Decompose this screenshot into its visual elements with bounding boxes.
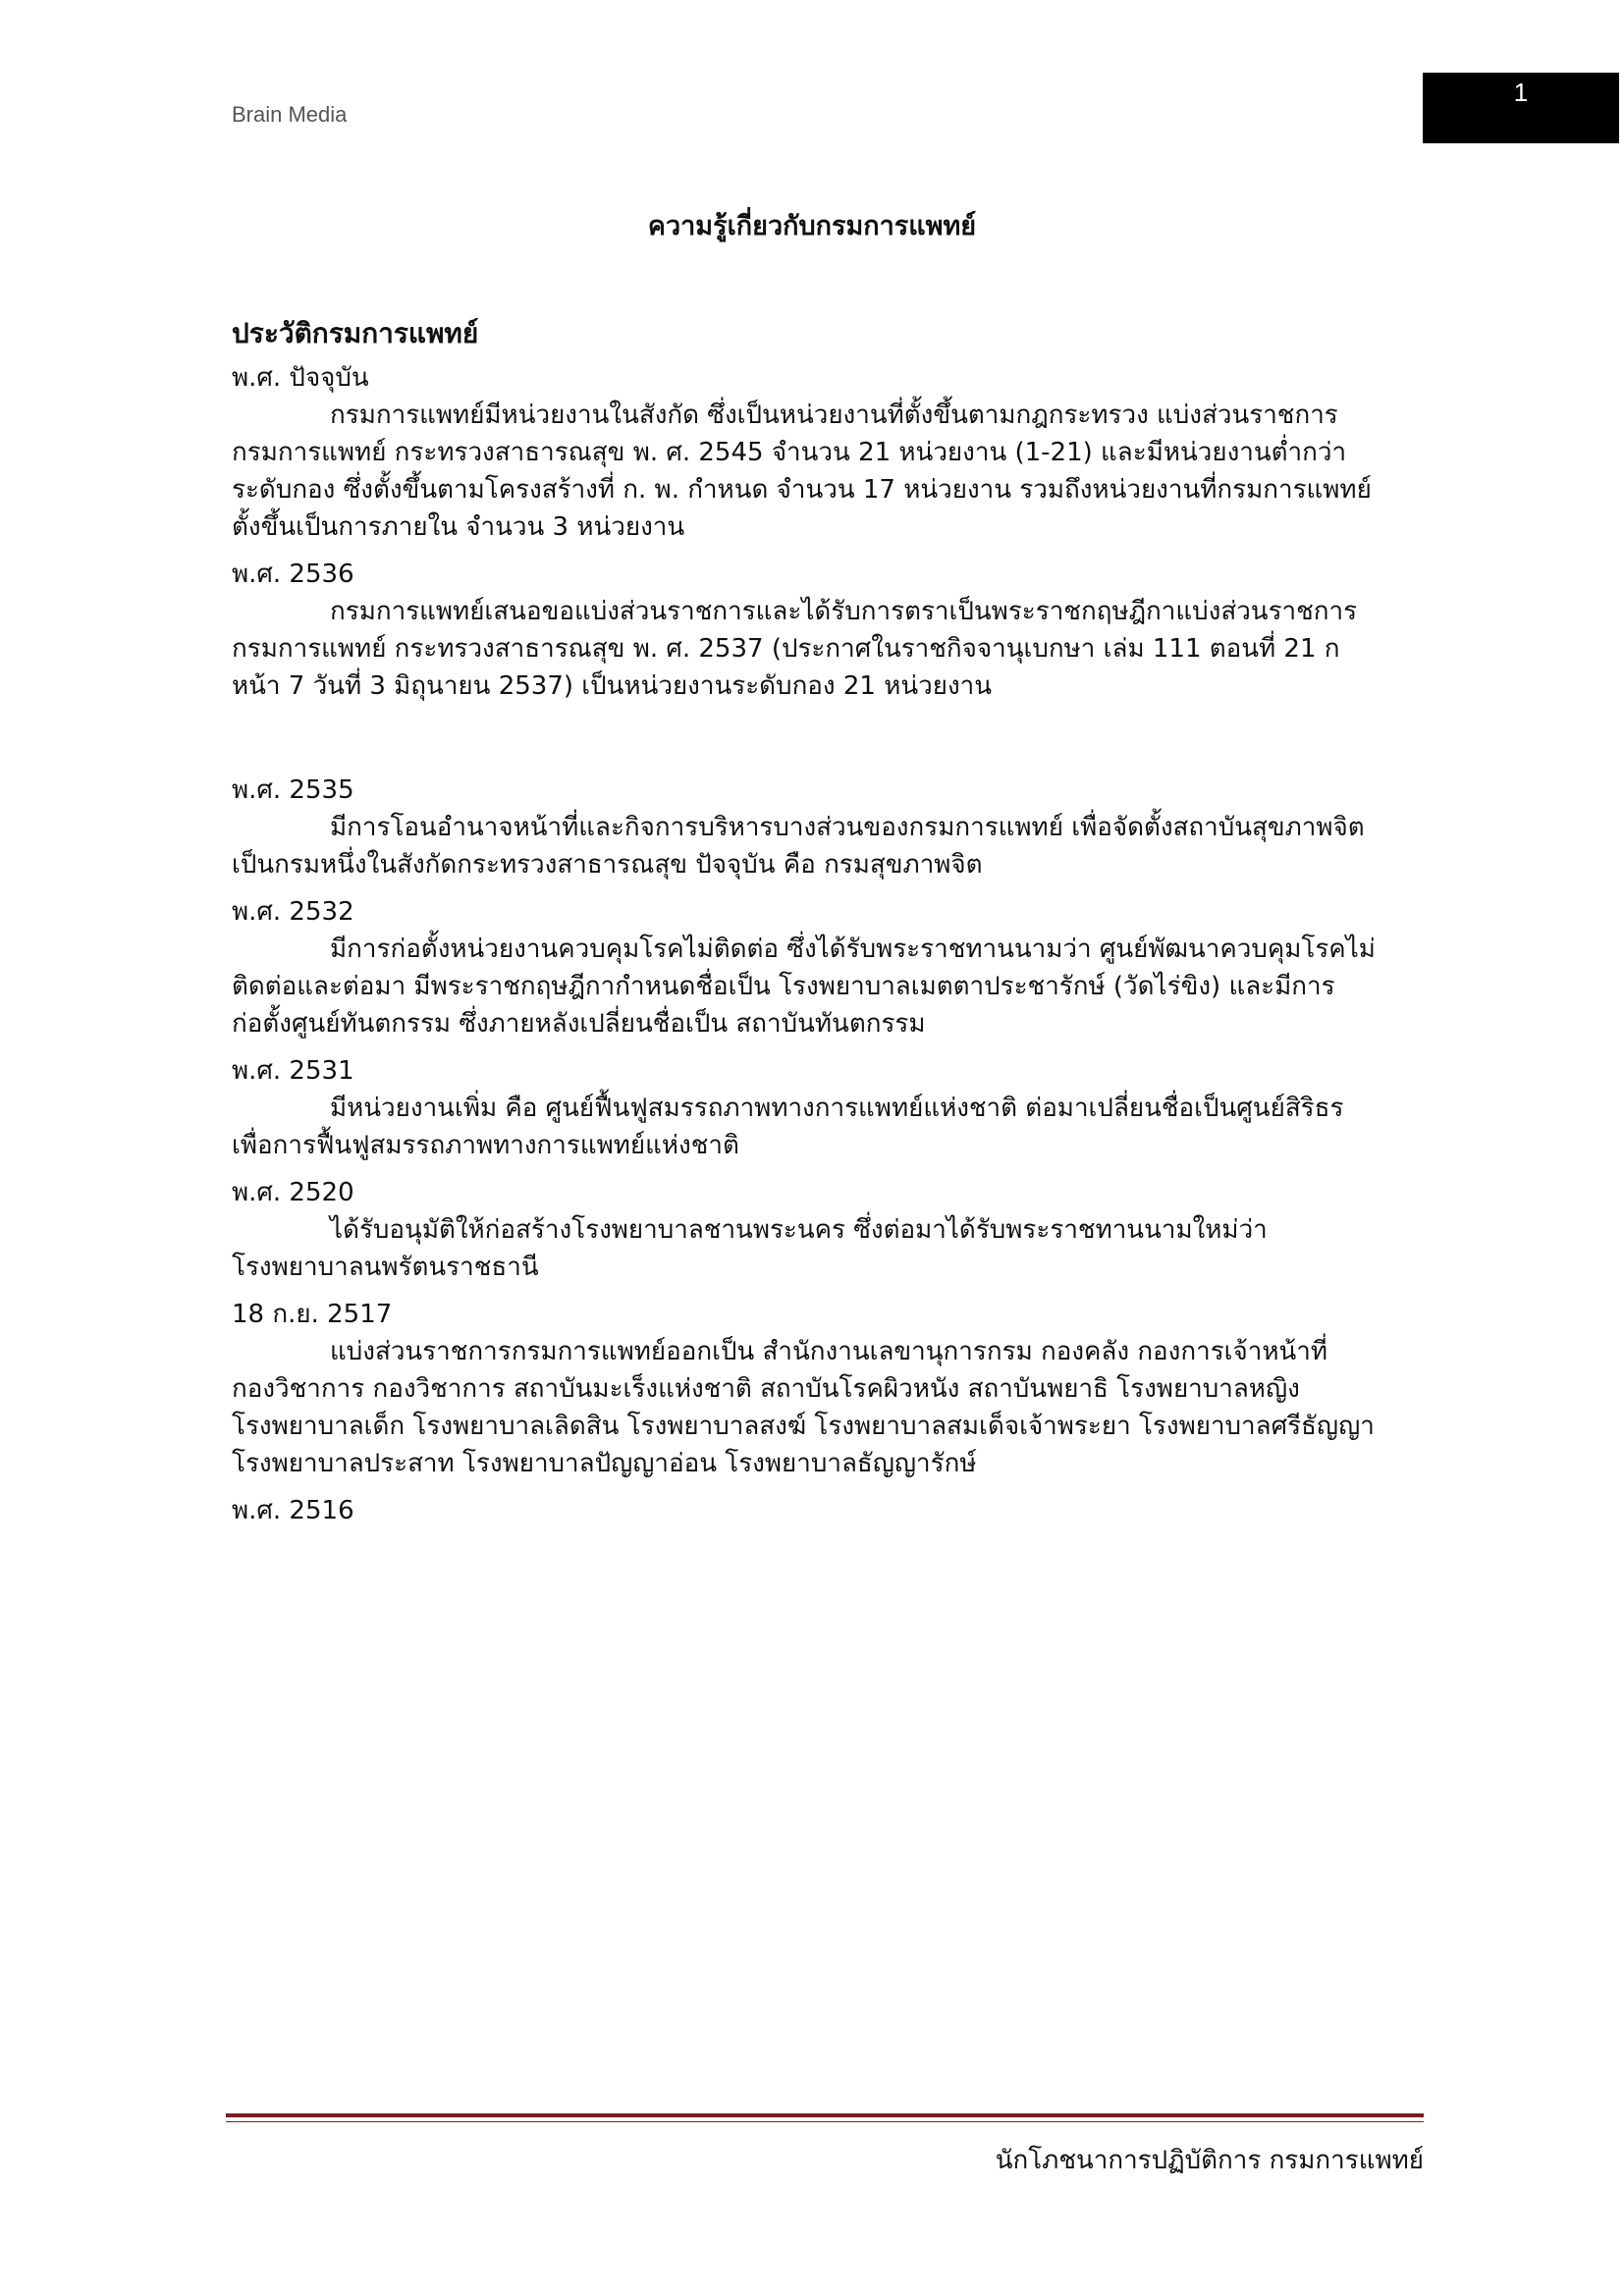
paragraph-line: ได้รับอนุมัติให้ก่อสร้างโรงพยาบาลชานพระนคร ซึ่งต่อมาได้รับพระราชทานนามใหม่ว่า bbox=[330, 1215, 1268, 1245]
paragraph-line: มีหน่วยงานเพิ่ม คือ ศูนย์ฟื้นฟูสมรรถภาพทางการแพทย์แห่งชาติ ต่อมาเปลี่ยนชื่อเป็นศูนย์สิริธร bbox=[330, 1094, 1344, 1123]
footer-rule bbox=[226, 2113, 1424, 2117]
footer-rule-thin bbox=[226, 2121, 1424, 2122]
page-number: 1 bbox=[1513, 78, 1529, 107]
year-label: พ.ศ. 2520 bbox=[232, 1178, 354, 1207]
paragraph-line: กรมการแพทย์ กระทรวงสาธารณสุข พ. ศ. 2537 (ประกาศในราชกิจจานุเบกษา เล่ม 111 ตอนที่ 21 ก bbox=[232, 634, 1340, 664]
paragraph-line: โรงพยาบาลนพรัตนราชธานี bbox=[232, 1253, 539, 1282]
year-label: พ.ศ. 2535 bbox=[232, 775, 354, 805]
paragraph-line: ติดต่อและต่อมา มีพระราชกฤษฎีกากำหนดชื่อเป็น โรงพยาบาลเมตตาประชารักษ์ (วัดไร่ขิง) และมีการ bbox=[232, 972, 1335, 1001]
paragraph-line: กรมการแพทย์มีหน่วยงานในสังกัด ซึ่งเป็นหน่วยงานที่ตั้งขึ้นตามกฎกระทรวง แบ่งส่วนราชการ bbox=[330, 400, 1338, 430]
footer-text: นักโภชนาการปฏิบัติการ กรมการแพทย์ bbox=[995, 2146, 1424, 2175]
paragraph-line: กรมการแพทย์เสนอขอแบ่งส่วนราชการและได้รับการตราเป็นพระราชกฤษฎีกาแบ่งส่วนราชการ bbox=[330, 597, 1358, 626]
paragraph-line: หน้า 7 วันที่ 3 มิถุนายน 2537) เป็นหน่วยงานระดับกอง 21 หน่วยงาน bbox=[232, 671, 993, 701]
paragraph-gap bbox=[232, 705, 1430, 762]
paragraph-line: โรงพยาบาลเด็ก โรงพยาบาลเลิดสิน โรงพยาบาลสงฆ์ โรงพยาบาลสมเด็จเจ้าพระยา โรงพยาบาลศรีธัญญา bbox=[232, 1412, 1375, 1441]
year-label: พ.ศ. 2536 bbox=[232, 560, 354, 589]
paragraph-line: เพื่อการฟื้นฟูสมรรถภาพทางการแพทย์แห่งชาติ bbox=[232, 1131, 739, 1160]
paragraph-line: มีการโอนอำนาจหน้าที่และกิจการบริหารบางส่วนของกรมการแพทย์ เพื่อจัดตั้งสถาบันสุขภาพจิต bbox=[330, 813, 1365, 842]
year-label: พ.ศ. 2516 bbox=[232, 1496, 354, 1525]
paragraph-line: ตั้งขึ้นเป็นการภายใน จำนวน 3 หน่วยงาน bbox=[232, 512, 685, 542]
document-body bbox=[232, 312, 1430, 1529]
paragraph-line: มีการก่อตั้งหน่วยงานควบคุมโรคไม่ติดต่อ ซึ่งได้รับพระราชทานนามว่า ศูนย์พัฒนาควบคุมโรคไม่ bbox=[330, 934, 1376, 964]
paragraph-line: เป็นกรมหนึ่งในสังกัดกระทรวงสาธารณสุข ปัจจุบัน คือ กรมสุขภาพจิต bbox=[232, 850, 983, 880]
paragraph-line: ระดับกอง ซึ่งตั้งขึ้นตามโครงสร้างที่ ก. พ. กำหนด จำนวน 17 หน่วยงาน รวมถึงหน่วยงานที่กรมการแพทย์ bbox=[232, 475, 1372, 505]
year-label: พ.ศ. 2531 bbox=[232, 1056, 354, 1086]
document-title: ความรู้เกี่ยวกับกรมการแพทย์ bbox=[647, 211, 977, 241]
paragraph-line: ก่อตั้งศูนย์ทันตกรรม ซึ่งภายหลังเปลี่ยนชื่อเป็น สถาบันทันตกรรม bbox=[232, 1009, 926, 1039]
page-number-box bbox=[1423, 73, 1619, 143]
paragraph-line: กองวิชาการ กองวิชาการ สถาบันมะเร็งแห่งชาติ สถาบันโรคผิวหนัง สถาบันพยาธิ โรงพยาบาลหญิง bbox=[232, 1374, 1300, 1404]
year-label: พ.ศ. ปัจจุบัน bbox=[232, 363, 369, 393]
paragraph-line: แบ่งส่วนราชการกรมการแพทย์ออกเป็น สำนักงานเลขานุการกรม กองคลัง กองการเจ้าหน้าที่ bbox=[330, 1337, 1328, 1366]
paragraph-line: กรมการแพทย์ กระทรวงสาธารณสุข พ. ศ. 2545 จำนวน 21 หน่วยงาน (1-21) และมีหน่วยงานต่ำกว่า bbox=[232, 438, 1347, 467]
section-heading: ประวัติกรมการแพทย์ bbox=[232, 317, 479, 349]
paragraph-line: โรงพยาบาลประสาท โรงพยาบาลปัญญาอ่อน โรงพยาบาลธัญญารักษ์ bbox=[232, 1449, 977, 1478]
year-label: พ.ศ. 2532 bbox=[232, 897, 354, 927]
year-label: 18 ก.ย. 2517 bbox=[232, 1300, 393, 1329]
header-brand: Brain Media bbox=[232, 102, 348, 127]
